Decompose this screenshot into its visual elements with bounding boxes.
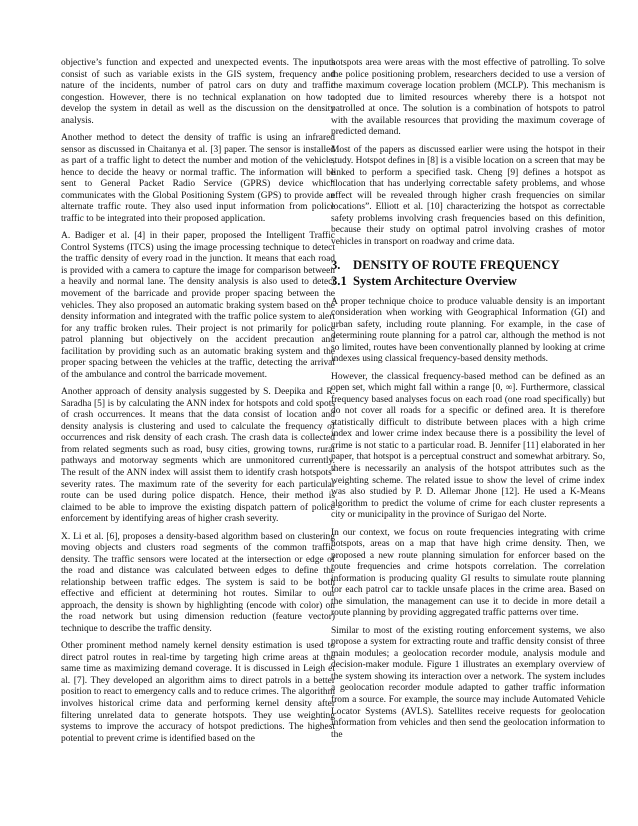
paragraph-hotspot-definitions: Most of the papers as discussed earlier were using the hotspot in their study. Hotspot defines in [8] is a visible location on a screen that may be linked to perform a specified task. Cheng [9] defines a hotspot as “location that has underlying correctable safety problems, and whose effect will be revealed through higher crash frequencies on similar locations”. Elliott et al. [10] characterizing the hotspot as correctable safety problems involving crash frequencies based on this definition, because their study on optimal patrol involving crashes of motor vehicles in transport on roadway and crime data. (331, 144, 605, 247)
paragraph-objective-function: objective’s function and expected and unexpected events. The inputs consist of such as variable exists in the GIS system, frequency and nature of the incidents, number of patrol cars on duty and traffic congestion. However, there is no technical explanation on how to develop the system in detail as well as the discussion on the density analysis. (61, 58, 335, 126)
paragraph-itcs: A. Badiger et al. [4] in their paper, proposed the Intelligent Traffic Control Systems (ITCS) using the image processing technique to detect the traffic density of every road in the junction. It means that each road is provided with a camera to capture the image for comparison between a heavily and normal lane. The density analysis is also used to detect movement of the barricade and provide proper spacing between the vehicles. They also proposed an automatic braking system based on the density information and integrated with the traffic police system to alert for any traffic broken rules. Their project is not primarily for police patrol planning but objectively on the accident precaution and facilitation by providing such as an automatic braking system and the proper spacing between the vehicles at the traffic, detecting the arrival of the ambulance and control the barricade movement. (61, 231, 335, 380)
subsection-title: System Architecture Overview (353, 273, 517, 288)
section-heading (331, 258, 605, 273)
paragraph-density-algorithm: X. Li et al. [6], proposes a density-based algorithm based on clustering moving objects and clusters road segments of the common traffic density. The traffic sensors were located at the intersection or edge of the road and distance was calculated between edges to define the relationship between traffic edges. The system is said to be both effective and efficient at determining hot routes. Similar to our approach, the density is shown by highlighting (encode with color) on the road network but using dimension reduction (feature vector) technique to describe the traffic density. (61, 531, 335, 634)
paragraph-system-modules: Similar to most of the existing routing enforcement systems, we also propose a system for extracting route and traffic density consist of three main modules; a geolocation recorder module, analysis module and decision-maker module. Figure 1 illustrates an exemplary overview of the system showing its interaction over a network. The system includes a geolocation recorder module adapted to gather traffic information from a source. For example, the source may include Automated Vehicle Locator Systems (AVLS). Satellites receive requests for geolocation information from vehicles and then send the geolocation information to the (331, 625, 605, 740)
paragraph-kernel-density: Other prominent method namely kernel density estimation is used to direct patrol routes in real-time by targeting high crime areas at the same time as maximizing demand coverage. It is discussed in Leigh et al. [7]. They developed an algorithm aims to direct patrols in a better position to react to emergency calls and to reduce crimes. The algorithm involves historical crime data and performing kernel density after filtering unrelated data to generate hotspots. They use weighting systems to improve the accuracy of hotspot predictions. The highest potential to prevent crime is identified based on the (61, 641, 335, 744)
paragraph-technique-choice: A proper technique choice to produce valuable density is an important consideration when working with Geographical Information (GI) and urban safety, including route planning. For example, in the case of determining route planning for a patrol car, although the method is not so limited, routes have been conventionally planned by looking at crime indexes using classical frequency-based density methods. (331, 296, 605, 365)
paragraph-infrared-sensor: Another method to detect the density of traffic is using an infrared sensor as discussed in Chaitanya et al. [3] paper. The sensor is installed as part of a traffic light to detect the number and motion of the vehicle, hence to decide the heavy or normal traffic. The information will be sent to General Packet Radio Service (GPRS) device which communicates with the Global Positioning System (GPS) to provide an alternate traffic route. They also used input information from police traffic to be integrated into their proposed application. (61, 133, 335, 224)
section-title: DENSITY OF ROUTE FREQUENCY (353, 257, 560, 272)
paragraph-classical-frequency: However, the classical frequency-based method can be defined as an open set, which might fall within a range [0, ∞]. Furthermore, classical frequency based analyses focus on each road (one road specifically) but do not cover all roads for a specific or defined area. It is therefore statistically difficult to distribute between places with a high crime index and lower crime index because there is a possibility the level of crime is not static to a particular road. B. Jennifer [11] elaborated in her paper, that hotspot is a perceptual construct and somewhat arbitrary. So, there is necessarily an analysis of the hotspot attributes such as the weighting scheme. The related issue to show the level of crime index was also studied by P. D. Allemar Jhone [12]. He used a K-Means algorithm to predict the volume of crime for each cluster represents a city or municipality in the province of Surigao del Norte. (331, 371, 605, 521)
subsection-heading (331, 274, 605, 289)
right-column (331, 58, 605, 747)
section-number: 3. (331, 257, 341, 272)
left-column (61, 58, 335, 751)
subsection-number: 3.1 (331, 273, 347, 288)
paragraph-our-context: In our context, we focus on route frequencies integrating with crime hotspots, areas on a map that have high crime density. Then, we proposed a new route planning simulation for enforcer based on the route frequencies and crime hotspots correlation. The correlation information is producing quality GI results to simulate route planning for each patrol car to tackle unsafe places in the crime area. Based on the simulation, the management can use it to decide in more detail a route planning by providing aggregated traffic patterns over time. (331, 527, 605, 619)
paragraph-hotspot-patrolling: hotspots area were areas with the most effective of patrolling. To solve the police positioning problem, researchers decided to use a version of the maximum coverage location problem (MCLP). This mechanism is adopted due to limited resources whereby there is a hotspot not patrolled at once. The solution is a combination of hotspots to patrol with the available resources that providing the maximum coverage of predicted demand. (331, 58, 605, 138)
paragraph-ann-index: Another approach of density analysis suggested by S. Deepika and R. Saradha [5] is by calculating the ANN index for hotspots and cold spots of crash occurrences. It means that the data consist of location and density analysis is clustering and used to calculate the frequency of occurrences and risk density of each crash. The crash data is collected from related segments such as road, busy cities, growing towns, rural pathways and motorway segments which are unmonitored currently. The result of the ANN index will assist them to identify crash hotspots’ severity rates. The maximum rate of the severity for each particular route can be used during police dispatch. Hence, their method is claimed to be able to improve the existing dispatch pattern of police enforcement by identifying areas of higher crash severity. (61, 387, 335, 525)
